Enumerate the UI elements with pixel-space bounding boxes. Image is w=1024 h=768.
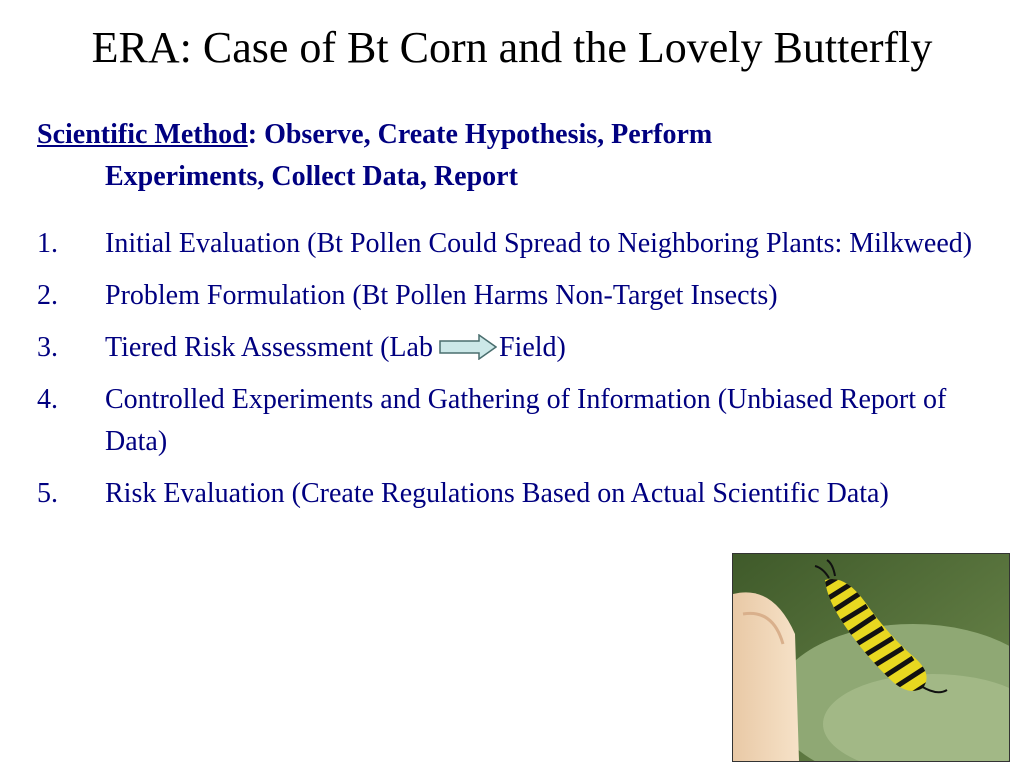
slide-title: ERA: Case of Bt Corn and the Lovely Butterfly — [91, 23, 933, 72]
scientific-method-label: Scientific Method — [37, 119, 248, 150]
list-item — [37, 473, 987, 515]
step-text-after-arrow: Field) — [498, 332, 566, 363]
right-arrow-icon — [439, 334, 497, 360]
step-text-before-arrow: Tiered Risk Assessment (Lab — [105, 332, 433, 363]
list-item — [37, 379, 987, 463]
step-text: Risk Evaluation (Create Regulations Based on Actual Scientific Data) — [105, 478, 889, 509]
scientific-method-block — [37, 114, 967, 198]
scientific-method-steps-line1: : Observe, Create Hypothesis, Perform — [247, 119, 713, 150]
step-text: Problem Formulation (Bt Pollen Harms Non-Target Insects) — [105, 280, 778, 311]
caterpillar-photo — [732, 553, 1010, 762]
step-text: Initial Evaluation (Bt Pollen Could Spread to Neighboring Plants: Milkweed) — [105, 228, 973, 259]
step-number: 4. — [37, 384, 58, 415]
era-steps-list — [37, 223, 987, 525]
step-number: 1. — [37, 228, 58, 259]
step-number: 2. — [37, 280, 58, 311]
caterpillar-photo-graphic — [733, 554, 1009, 761]
list-item — [37, 327, 987, 369]
list-item — [37, 275, 987, 317]
step-number: 5. — [37, 478, 58, 509]
list-item — [37, 223, 987, 265]
step-number: 3. — [37, 332, 58, 363]
step-text: Controlled Experiments and Gathering of Information (Unbiased Report of Data) — [105, 384, 947, 457]
scientific-method-steps-line2: Experiments, Collect Data, Report — [105, 161, 518, 192]
